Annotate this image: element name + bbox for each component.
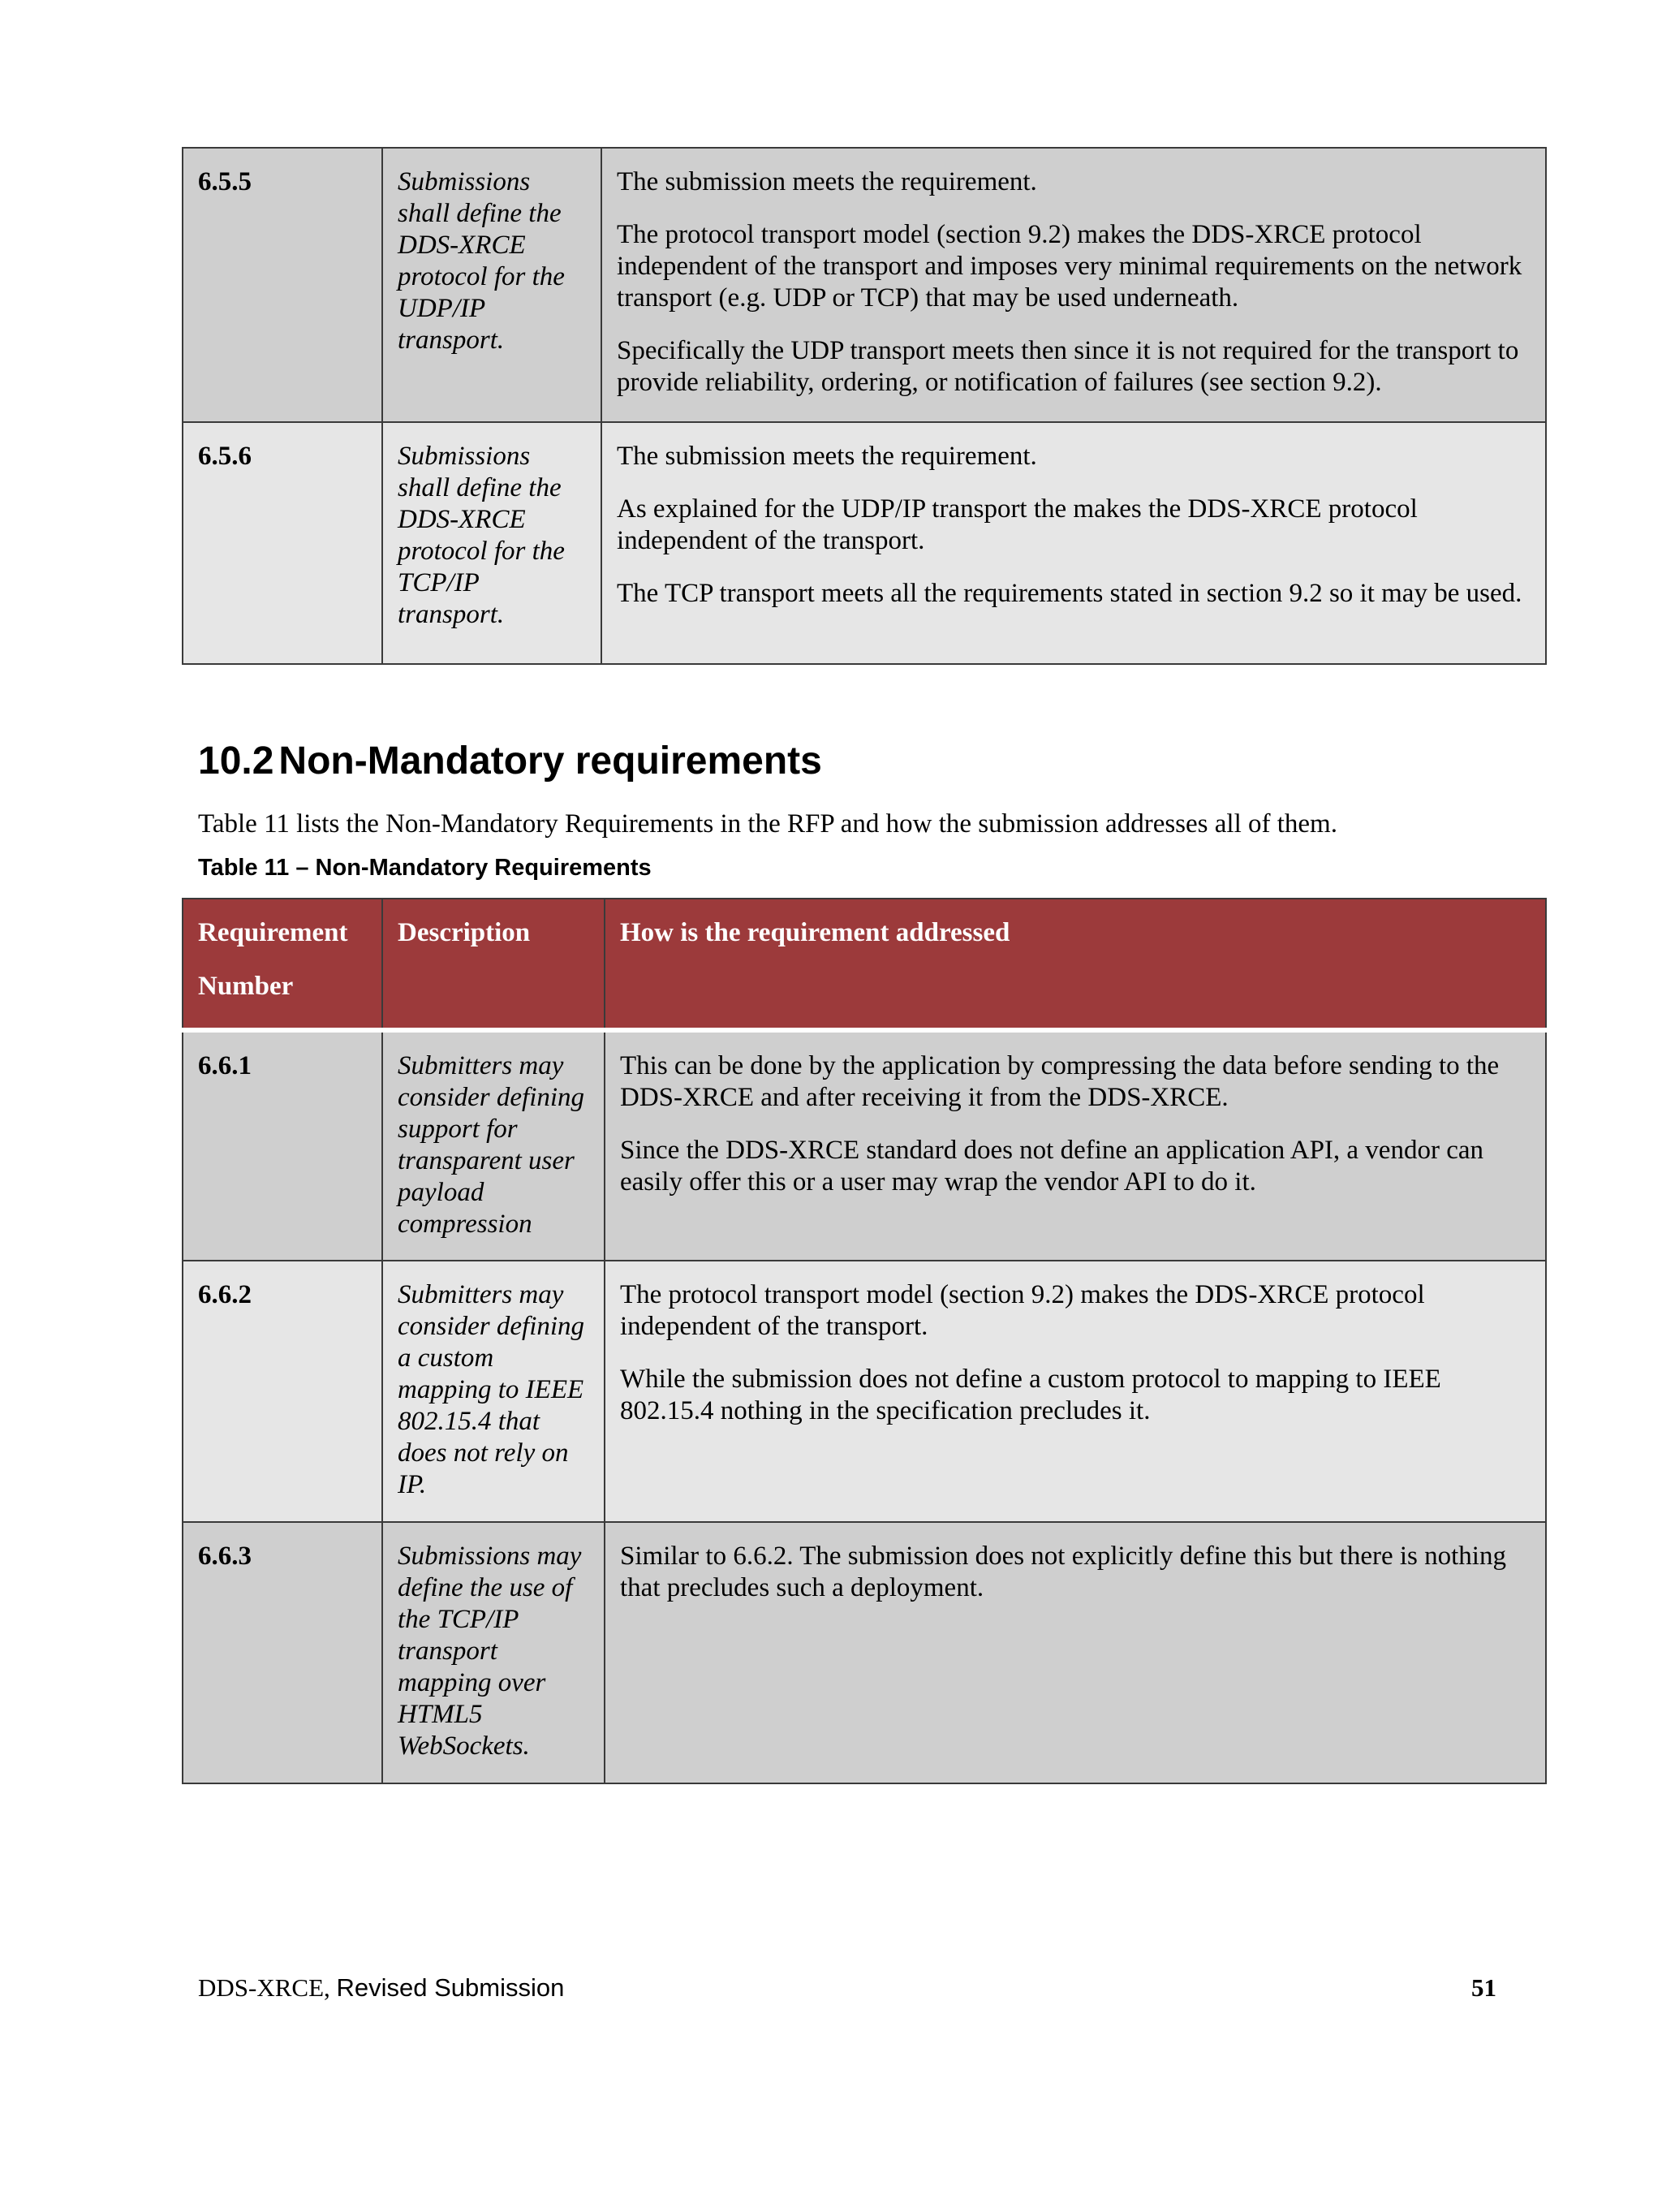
requirements-table-continued bbox=[182, 147, 1547, 665]
table-row bbox=[183, 422, 1546, 664]
requirement-number: 6.6.2 bbox=[183, 1261, 382, 1522]
section-heading bbox=[198, 737, 822, 786]
response-paragraph: The protocol transport model (section 9.2) makes the DDS-XRCE protocol independent of the transport and imposes very minimal requirements on the network transport (e.g. UDP or TCP) that may be used underneath. bbox=[617, 220, 1522, 313]
requirement-description: Submissions shall define the DDS-XRCE protocol for the UDP/IP transport. bbox=[382, 148, 601, 422]
table-row bbox=[183, 1522, 1546, 1783]
table-header-row bbox=[183, 899, 1546, 1030]
footer-document-title bbox=[198, 1973, 564, 2003]
requirement-number: 6.6.1 bbox=[183, 1030, 382, 1261]
response-paragraph: Specifically the UDP transport meets then since it is not required for the transport to provide reliability, ordering, or notification of failures (see section 9.2). bbox=[617, 336, 1519, 397]
section-intro: Table 11 lists the Non-Mandatory Requirements in the RFP and how the submission addresses all of them. bbox=[198, 809, 1337, 839]
requirement-description: Submissions shall define the DDS-XRCE protocol for the TCP/IP transport. bbox=[382, 422, 601, 664]
footer-doc-name: DDS-XRCE, bbox=[198, 1973, 330, 2002]
header-requirement-number bbox=[183, 899, 382, 1030]
page-number: 51 bbox=[1471, 1973, 1496, 2002]
response-paragraph: The submission meets the requirement. bbox=[617, 442, 1037, 471]
header-addressed: How is the requirement addressed bbox=[605, 899, 1546, 1030]
requirement-response bbox=[605, 1261, 1546, 1522]
header-description: Description bbox=[382, 899, 605, 1030]
response-paragraph: Similar to 6.6.2. The submission does not explicitly define this but there is nothing that precludes such a deployment. bbox=[620, 1542, 1506, 1602]
requirement-description: Submissions may define the use of the TCP/IP transport mapping over HTML5 WebSockets. bbox=[382, 1522, 605, 1783]
table-row bbox=[183, 1030, 1546, 1261]
footer-doc-subtitle: Revised Submission bbox=[336, 1973, 565, 2002]
response-paragraph: The protocol transport model (section 9.2) makes the DDS-XRCE protocol independent of the transport. bbox=[620, 1280, 1425, 1341]
response-paragraph: This can be done by the application by compressing the data before sending to the DDS-XRCE and after receiving it from the DDS-XRCE. bbox=[620, 1051, 1500, 1112]
requirement-response bbox=[605, 1522, 1546, 1783]
requirement-response bbox=[601, 148, 1546, 422]
response-paragraph: Since the DDS-XRCE standard does not define an application API, a vendor can easily offer this or a user may wrap the vendor API to do it. bbox=[620, 1136, 1483, 1197]
table-row bbox=[183, 1261, 1546, 1522]
requirement-response bbox=[601, 422, 1546, 664]
requirement-number: 6.5.6 bbox=[183, 422, 382, 664]
section-number: 10.2 bbox=[198, 739, 274, 783]
header-number-line2: Number bbox=[198, 972, 294, 1001]
response-paragraph: As explained for the UDP/IP transport the makes the DDS-XRCE protocol independent of the transport. bbox=[617, 494, 1418, 555]
requirement-description: Submitters may consider defining a custom mapping to IEEE 802.15.4 that does not rely on IP. bbox=[382, 1261, 605, 1522]
response-paragraph: While the submission does not define a custom protocol to mapping to IEEE 802.15.4 nothing in the specification precludes it. bbox=[620, 1365, 1441, 1425]
response-paragraph: The TCP transport meets all the requirements stated in section 9.2 so it may be used. bbox=[617, 579, 1522, 608]
requirement-number: 6.6.3 bbox=[183, 1522, 382, 1783]
non-mandatory-requirements-table bbox=[182, 898, 1547, 1784]
response-paragraph: The submission meets the requirement. bbox=[617, 167, 1037, 196]
section-title: Non-Mandatory requirements bbox=[278, 739, 822, 783]
requirement-response bbox=[605, 1030, 1546, 1261]
table-row bbox=[183, 148, 1546, 422]
requirement-description: Submitters may consider defining support for transparent user payload compression bbox=[382, 1030, 605, 1261]
table-caption: Table 11 – Non-Mandatory Requirements bbox=[198, 855, 652, 881]
header-number-line1: Requirement bbox=[198, 918, 348, 947]
requirement-number: 6.5.5 bbox=[183, 148, 382, 422]
